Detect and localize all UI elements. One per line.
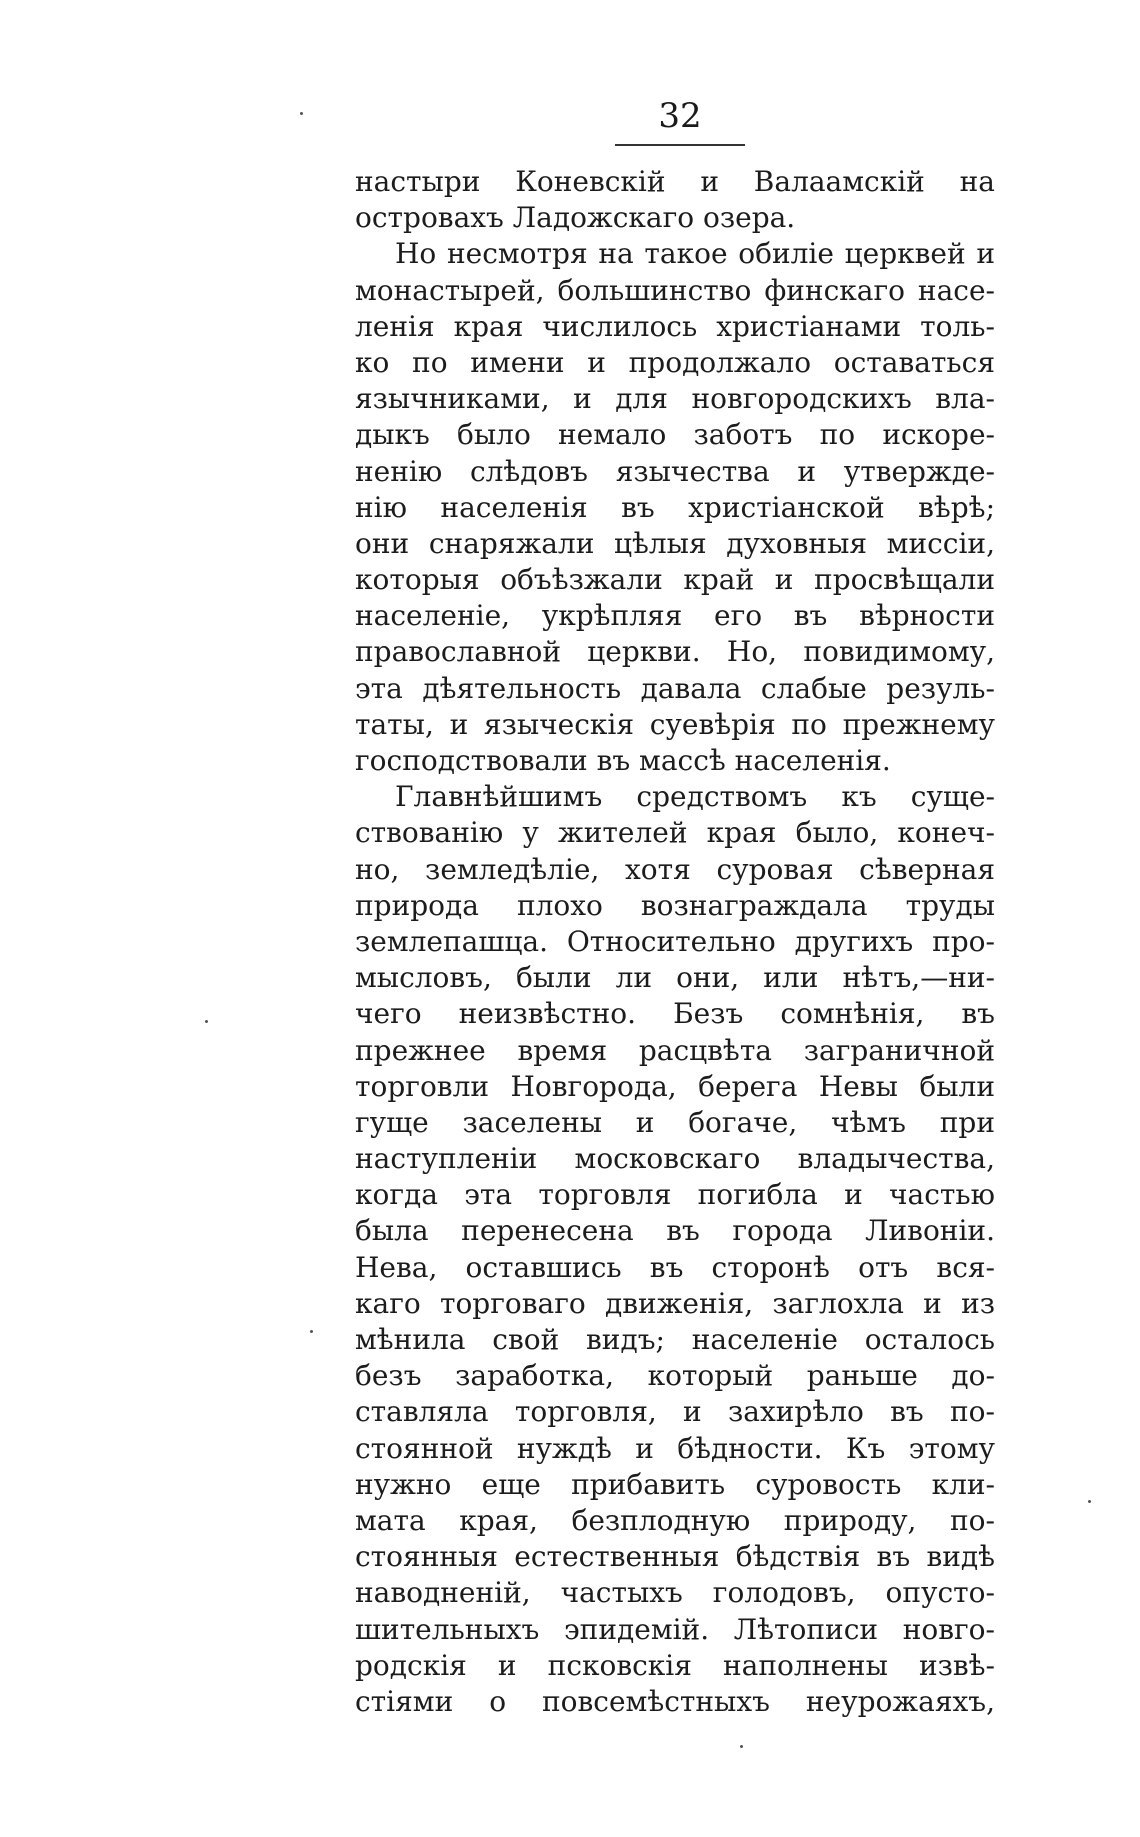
text-line: монастырей, большинство финскаго насе- [355, 273, 995, 307]
text-line: торговли Новгорода, берега Невы были [355, 1069, 995, 1103]
text-line: стоянныя естественныя бѣдствія въ видѣ [355, 1540, 995, 1574]
text-line: шительныхъ эпидемій. Лѣтописи новго- [355, 1612, 995, 1646]
text-line: таты, и языческія суевѣрія по прежнему [355, 707, 995, 741]
page-number: 32 [658, 96, 702, 136]
text-line: настыри Коневскій и Валаамскій на [355, 165, 995, 198]
text-line: стіями о повсемѣстныхъ неурожаяхъ, [355, 1684, 995, 1718]
text-line: ставляла торговля, и захирѣло въ по- [355, 1395, 995, 1429]
text-line: язычниками, и для новгородскихъ вла- [355, 382, 995, 416]
text-line: православной церкви. Но, повидимому, [355, 635, 995, 669]
text-line: но, земледѣліе, хотя суровая сѣверная [355, 852, 995, 886]
scan-speck [205, 1020, 208, 1023]
text-line: безъ заработка, который раньше до- [355, 1359, 995, 1393]
text-line: мѣнила свой видъ; населеніе осталось [355, 1323, 995, 1356]
page-number-rule [615, 144, 745, 146]
text-line: нужно еще прибавить суровость кли- [355, 1467, 995, 1501]
scan-speck [310, 1330, 313, 1333]
text-line: эта дѣятельность давала слабые резуль- [355, 671, 995, 705]
scan-speck [740, 1745, 743, 1748]
text-line: чего неизвѣстно. Безъ сомнѣнія, въ [355, 997, 995, 1031]
text-line: прежнее время расцвѣта заграничной [355, 1033, 995, 1067]
text-line: нію населенія въ христіанской вѣрѣ; [355, 490, 995, 524]
text-line: ко по имени и продолжало оставаться [355, 345, 995, 379]
text-line: наводненій, частыхъ голодовъ, опусто- [355, 1576, 995, 1610]
text-line: гуще заселены и богаче, чѣмъ при [355, 1105, 995, 1139]
text-line: когда эта торговля погибла и частью [355, 1178, 995, 1212]
text-line: наступленіи московскаго владычества, [355, 1142, 995, 1176]
text-line: господствовали въ массѣ населенія. [355, 744, 891, 777]
scan-speck [1088, 1500, 1091, 1503]
text-line: родскія и псковскія наполнены извѣ- [355, 1648, 995, 1682]
text-line: ненію слѣдовъ язычества и утвержде- [355, 454, 995, 488]
text-line: Но несмотря на такое обиліе церквей и [395, 237, 995, 271]
text-line: ленія края числилось христіанами толь- [355, 309, 995, 343]
text-line: Нева, оставшись въ сторонѣ отъ вся- [355, 1250, 995, 1284]
text-line: каго торговаго движенія, заглохла и из [355, 1286, 995, 1320]
text-line: которыя объѣзжали край и просвѣщали [355, 563, 995, 597]
text-line: они снаряжали цѣлыя духовныя миссіи, [355, 526, 995, 560]
text-line: Главнѣйшимъ средствомъ къ суще- [395, 780, 995, 814]
text-line: стоянной нуждѣ и бѣдности. Къ этому [355, 1431, 995, 1465]
text-line: была перенесена въ города Ливоніи. [355, 1214, 995, 1248]
text-line: ствованію у жителей края было, конеч- [355, 816, 995, 850]
text-line: мата края, безплодную природу, по- [355, 1503, 995, 1537]
text-line: дыкъ было немало заботъ по искоре- [355, 418, 995, 452]
text-line: населеніе, укрѣпляя его въ вѣрности [355, 599, 995, 633]
body-text [355, 164, 995, 1720]
text-line: природа плохо вознаграждала труды [355, 888, 995, 922]
text-line: мысловъ, были ли они, или нѣтъ,—ни- [355, 961, 995, 995]
text-line: землепашца. Относительно другихъ про- [355, 924, 995, 958]
scan-speck [300, 112, 303, 115]
text-line: островахъ Ладожскаго озера. [355, 201, 796, 235]
